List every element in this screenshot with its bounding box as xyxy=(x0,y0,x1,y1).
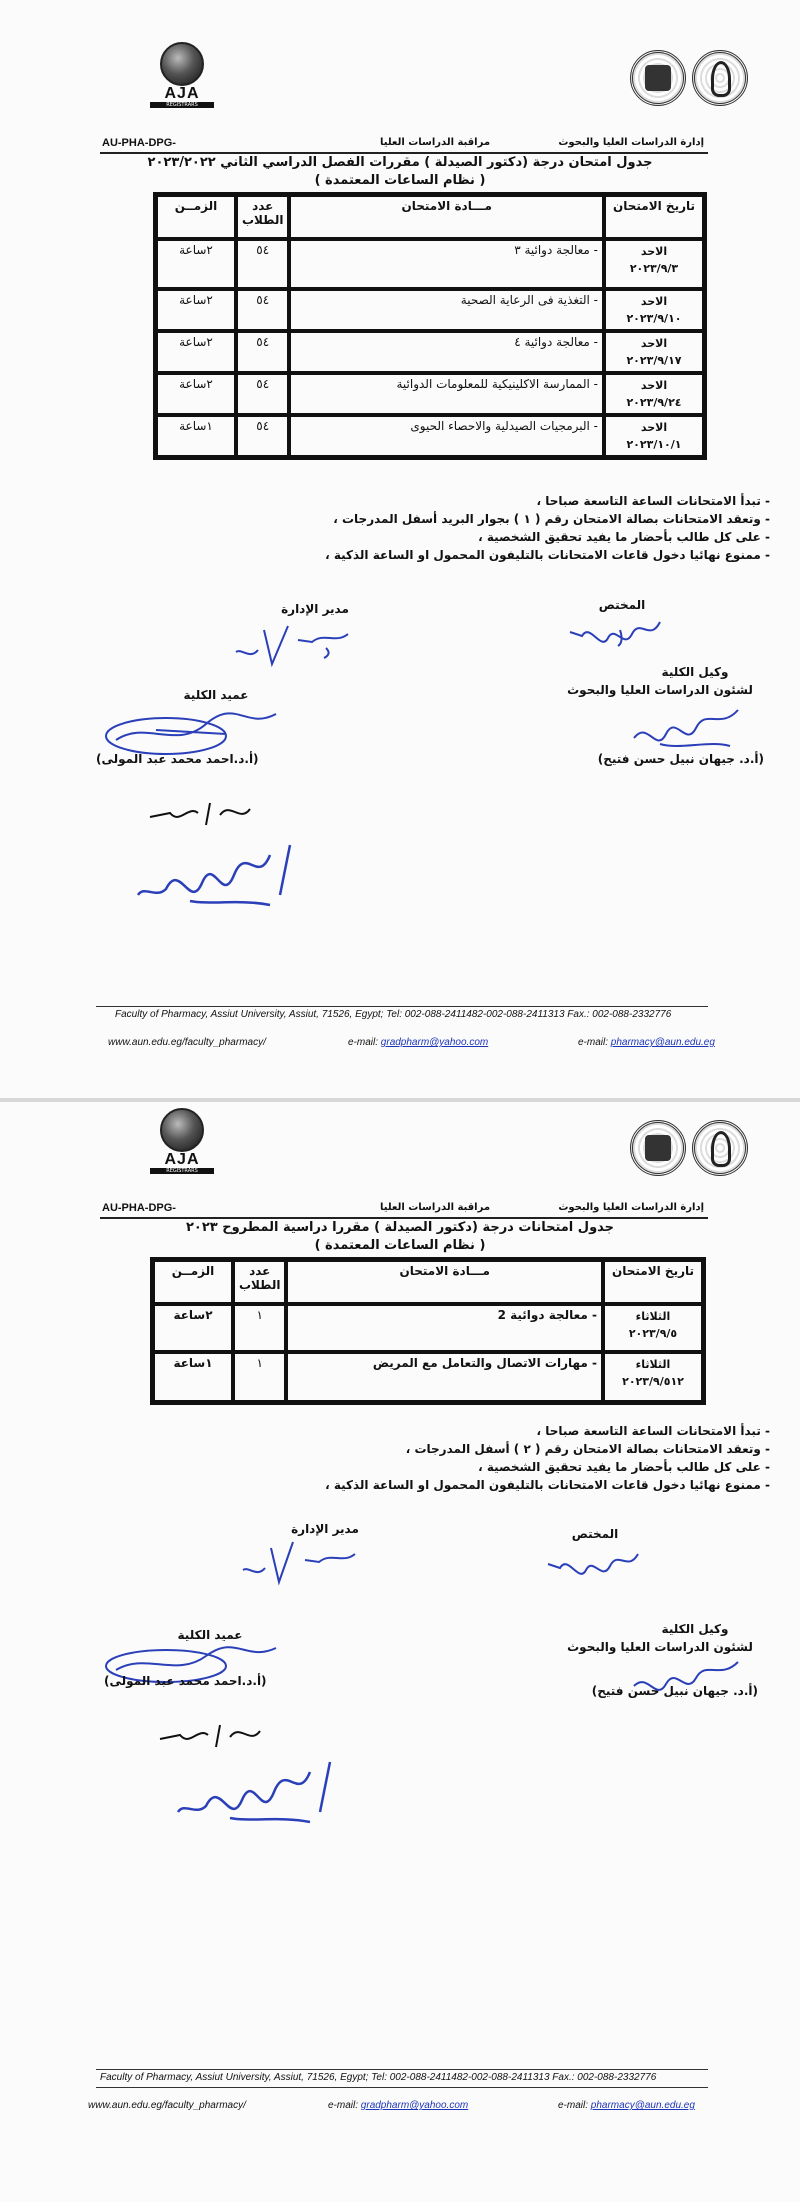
footer-website[interactable]: www.aun.edu.eg/faculty_pharmacy/ xyxy=(88,2100,246,2111)
exam-duration: ٢ساعة xyxy=(153,1304,233,1352)
dean-name: (أ.د.احمد محمد عبد المولى) xyxy=(96,752,259,766)
exam-date: ٢٠٢٣/٩/٥١٢ xyxy=(622,1375,684,1388)
document-page-2 xyxy=(0,1102,800,2202)
university-seal-icon xyxy=(630,1120,686,1176)
table-row xyxy=(153,1352,703,1402)
vice-dean-subtitle: لشئون الدراسات العليا والبحوث xyxy=(567,683,753,697)
header-department: إدارة الدراسات العليا والبحوث xyxy=(558,137,704,148)
document-subtitle: ( نظام الساعات المعتمدة ) xyxy=(314,173,486,188)
exam-subject: - التغذية فى الرعاية الصحية xyxy=(289,289,604,331)
exam-subject: - معالجة دوائية 2 xyxy=(286,1304,603,1352)
document-title: جدول امتحانات درجة (دكتور الصيدلة ) مقررا دراسية المطروح ٢٠٢٣ xyxy=(185,1220,615,1235)
table-header-row xyxy=(153,1260,703,1304)
email-label: e-mail: xyxy=(328,2100,361,2111)
exam-note: - ممنوع نهائيا دخول قاعات الامتحانات بالتليفون المحمول او الساعة الذكية ، xyxy=(0,1476,770,1494)
exam-date-cell xyxy=(604,415,704,457)
approver-signature xyxy=(170,1752,340,1832)
exam-day: الثلاثاء xyxy=(635,1358,671,1371)
student-count: ٥٤ xyxy=(236,373,289,415)
specialist-signature xyxy=(560,612,670,648)
exam-date: ٢٠٢٣/٩/١٠ xyxy=(626,312,682,325)
email-label: e-mail: xyxy=(348,1037,381,1048)
table-row xyxy=(156,373,704,415)
student-count: ٥٤ xyxy=(236,289,289,331)
exam-schedule-table xyxy=(150,1257,706,1405)
header-department: إدارة الدراسات العليا والبحوث xyxy=(558,1202,704,1213)
aja-registrars-logo xyxy=(150,1108,214,1180)
student-count: ١ xyxy=(233,1304,286,1352)
exam-date-cell xyxy=(604,289,704,331)
exam-date-cell xyxy=(604,331,704,373)
specialist-label: المختص xyxy=(598,598,646,612)
student-count: ٥٤ xyxy=(236,331,289,373)
col-header-subject: مـــادة الامتحان xyxy=(286,1260,603,1304)
email-link[interactable]: pharmacy@aun.edu.eg xyxy=(590,2100,695,2111)
exam-day: الاحد xyxy=(640,379,668,392)
exam-duration: ٢ساعة xyxy=(156,331,236,373)
aja-logo-text: AJA xyxy=(164,1151,200,1168)
vice-dean-name: (أ.د. جيهان نبيل حسن فتيح) xyxy=(591,1684,758,1698)
footer-address: Faculty of Pharmacy, Assiut University, Assiut, 71526, Egypt; Tel: 002-088-2411482-002-088-2411313 Fax.: 002-088-2332776 xyxy=(100,2072,657,2083)
table-row xyxy=(156,331,704,373)
aja-logo-text: AJA xyxy=(164,85,200,102)
exam-date: ٢٠٢٣/٩/٢٤ xyxy=(626,396,682,409)
exam-date-cell xyxy=(603,1352,703,1402)
exam-date: ٢٠٢٣/٩/٣ xyxy=(629,262,679,275)
document-title: جدول امتحان درجة (دكتور الصيدلة ) مقررات الفصل الدراسي الثاني ٢٠٢٣/٢٠٢٢ xyxy=(147,155,653,170)
footer-website[interactable]: www.aun.edu.eg/faculty_pharmacy/ xyxy=(108,1037,266,1048)
exam-date-cell xyxy=(604,373,704,415)
exam-subject: - البرمجيات الصيدلية والاحصاء الحيوى xyxy=(289,415,604,457)
exam-day: الثلاثاء xyxy=(635,1310,671,1323)
student-count: ٥٤ xyxy=(236,239,289,289)
col-header-date: تاريخ الامتحان xyxy=(603,1260,703,1304)
header-center-text: مراقبة الدراسات العليا xyxy=(380,137,491,148)
col-header-duration: الزمــن xyxy=(156,195,236,239)
student-count: ١ xyxy=(233,1352,286,1402)
exam-duration: ١ساعة xyxy=(153,1352,233,1402)
vice-dean-name: (أ.د. جيهان نبيل حسن فتيح) xyxy=(597,752,764,766)
footer-address: Faculty of Pharmacy, Assiut University, Assiut, 71526, Egypt; Tel: 002-088-2411482-002-088-2411313 Fax.: 002-088-2332776 xyxy=(115,1009,672,1020)
email-label: e-mail: xyxy=(558,2100,591,2111)
dean-title: عميد الكلية xyxy=(177,1628,243,1642)
approval-note-handwriting xyxy=(140,795,260,831)
document-code: AU-PHA-DPG- xyxy=(102,1202,176,1214)
document-page-1 xyxy=(0,0,800,1098)
exam-note: - ممنوع نهائيا دخول قاعات الامتحانات بالتليفون المحمول او الساعة الذكية ، xyxy=(0,546,770,564)
table-row xyxy=(156,289,704,331)
document-subtitle: ( نظام الساعات المعتمدة ) xyxy=(314,1238,486,1253)
approval-note-handwriting xyxy=(150,1717,270,1753)
manager-label: مدير الإدارة xyxy=(291,1522,359,1536)
footer-rule xyxy=(96,2069,708,2070)
university-logo xyxy=(630,1120,750,1186)
table-header-row xyxy=(156,195,704,239)
exam-duration: ٢ساعة xyxy=(156,373,236,415)
footer-rule xyxy=(96,2087,708,2088)
exam-day: الاحد xyxy=(640,295,668,308)
university-seal-icon xyxy=(630,50,686,106)
col-header-duration: الزمــن xyxy=(153,1260,233,1304)
col-header-count: عدد الطلاب xyxy=(233,1260,286,1304)
exam-date-cell xyxy=(603,1304,703,1352)
exam-note: - وتعقد الامتحانات بصالة الامتحان رقم ( ١ ) بجوار البريد أسفل المدرجات ، xyxy=(0,510,770,528)
exam-subject: - معالجة دوائية ٤ xyxy=(289,331,604,373)
header-center-text: مراقبة الدراسات العليا xyxy=(380,1202,491,1213)
university-logo xyxy=(630,50,750,116)
dean-name: (أ.د.احمد محمد عبد المولى) xyxy=(104,1674,267,1688)
exam-subject: - الممارسة الاكلينيكية للمعلومات الدوائية xyxy=(289,373,604,415)
vice-dean-subtitle: لشئون الدراسات العليا والبحوث xyxy=(567,1640,753,1654)
exam-notes-list xyxy=(0,1422,800,1494)
pharmacy-seal-icon xyxy=(692,1120,748,1176)
aja-registrars-logo xyxy=(150,42,214,114)
table-row xyxy=(153,1304,703,1352)
exam-note: - تبدأ الامتحانات الساعة التاسعة صباحا ، xyxy=(0,492,770,510)
exam-day: الاحد xyxy=(640,421,668,434)
exam-subject: - مهارات الاتصال والتعامل مع المريض xyxy=(286,1352,603,1402)
exam-date-cell xyxy=(604,239,704,289)
exam-note: - تبدأ الامتحانات الساعة التاسعة صباحا ، xyxy=(0,1422,770,1440)
exam-subject: - معالجة دوائية ٣ xyxy=(289,239,604,289)
specialist-signature xyxy=(538,1544,648,1578)
document-code: AU-PHA-DPG- xyxy=(102,137,176,149)
exam-duration: ٢ساعة xyxy=(156,239,236,289)
col-header-subject: مـــادة الامتحان xyxy=(289,195,604,239)
student-count: ٥٤ xyxy=(236,415,289,457)
col-header-date: تاريخ الامتحان xyxy=(604,195,704,239)
exam-notes-list xyxy=(0,492,800,564)
email-link[interactable]: pharmacy@aun.edu.eg xyxy=(610,1037,715,1048)
footer-rule xyxy=(96,1006,708,1007)
email-link[interactable]: gradpharm@yahoo.com xyxy=(380,1037,489,1048)
table-row xyxy=(156,415,704,457)
approver-signature xyxy=(130,835,300,915)
exam-note: - على كل طالب بأحضار ما يفيد تحقيق الشخصية ، xyxy=(0,528,770,546)
vice-dean-title: وكيل الكلية xyxy=(661,665,729,679)
aja-logo-subtext: REGISTRARS xyxy=(150,1168,214,1174)
vice-dean-title: وكيل الكلية xyxy=(661,1622,729,1636)
aja-logo-subtext: REGISTRARS xyxy=(150,102,214,108)
email-link[interactable]: gradpharm@yahoo.com xyxy=(360,2100,469,2111)
footer-email-1 xyxy=(348,1037,488,1048)
globe-icon xyxy=(160,1108,204,1152)
exam-schedule-table xyxy=(153,192,707,460)
dean-title: عميد الكلية xyxy=(183,688,249,702)
footer-email-2 xyxy=(558,2100,695,2111)
exam-day: الاحد xyxy=(640,245,668,258)
exam-duration: ١ساعة xyxy=(156,415,236,457)
specialist-label: المختص xyxy=(571,1527,619,1541)
exam-day: الاحد xyxy=(640,337,668,350)
footer-email-2 xyxy=(578,1037,715,1048)
exam-note: - على كل طالب بأحضار ما يفيد تحقيق الشخصية ، xyxy=(0,1458,770,1476)
globe-icon xyxy=(160,42,204,86)
table-row xyxy=(156,239,704,289)
pharmacy-seal-icon xyxy=(692,50,748,106)
exam-note: - وتعقد الامتحانات بصالة الامتحان رقم ( ٢ ) أسفل المدرجات ، xyxy=(0,1440,770,1458)
header-rule xyxy=(100,152,708,154)
footer-email-1 xyxy=(328,2100,468,2111)
exam-date: ٢٠٢٣/١٠/١ xyxy=(626,438,682,451)
exam-date: ٢٠٢٣/٩/٥ xyxy=(628,1327,678,1340)
manager-signature xyxy=(235,1538,365,1588)
exam-date: ٢٠٢٣/٩/١٧ xyxy=(626,354,682,367)
col-header-count: عدد الطلاب xyxy=(236,195,289,239)
vice-dean-signature xyxy=(620,700,750,756)
manager-label: مدير الإدارة xyxy=(281,602,349,616)
manager-signature xyxy=(228,620,358,670)
email-label: e-mail: xyxy=(578,1037,611,1048)
header-rule xyxy=(100,1217,708,1219)
exam-duration: ٢ساعة xyxy=(156,289,236,331)
